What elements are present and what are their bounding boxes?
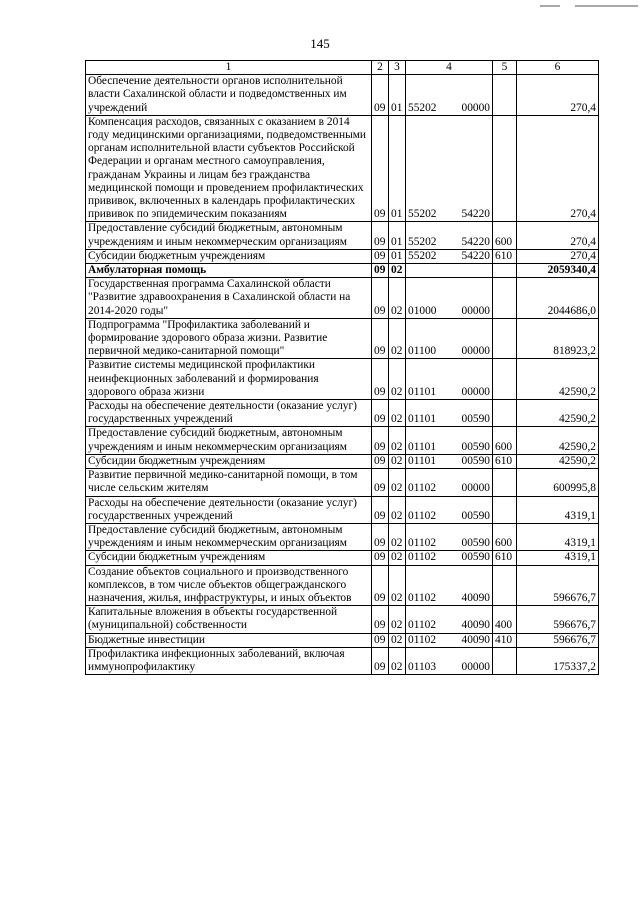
row-name: Развитие системы медицинской профилактики неинфекционных заболеваний и формирования здорового образа жизни xyxy=(86,359,372,400)
row-expense-type-code: 600 xyxy=(493,222,517,249)
row-direction-code: 00590 xyxy=(461,551,490,564)
row-direction-code: 54220 xyxy=(461,249,490,262)
row-program-code: 55202 xyxy=(408,249,437,262)
row-amount: 42590,2 xyxy=(517,400,599,427)
table-row xyxy=(86,222,599,249)
row-section-code: 02 xyxy=(389,606,406,633)
table-row xyxy=(86,359,599,400)
row-direction-code: 40090 xyxy=(461,591,490,604)
row-expense-type-code xyxy=(493,264,517,278)
row-program-code: 01102 xyxy=(408,591,437,604)
row-name: Капитальные вложения в объекты государственной (муниципальной) собственности xyxy=(86,606,372,633)
row-direction-code: 00590 xyxy=(461,413,490,426)
budget-table xyxy=(85,60,599,675)
row-expense-type-code xyxy=(493,496,517,523)
row-ministry-code: 09 xyxy=(372,400,389,427)
col-header-3: 3 xyxy=(389,61,406,75)
row-section-code: 02 xyxy=(389,469,406,496)
row-section-code: 02 xyxy=(389,633,406,647)
row-program-code: 01101 xyxy=(408,413,437,426)
row-name: Амбулаторная помощь xyxy=(86,264,372,278)
row-amount: 270,4 xyxy=(517,249,599,263)
row-article-code xyxy=(406,75,493,116)
row-program-code: 55202 xyxy=(408,235,437,248)
col-header-1: 1 xyxy=(86,61,372,75)
row-expense-type-code: 610 xyxy=(493,454,517,468)
row-expense-type-code xyxy=(493,359,517,400)
row-article-code xyxy=(406,523,493,550)
table-row xyxy=(86,278,599,319)
row-expense-type-code xyxy=(493,115,517,222)
row-name: Создание объектов социального и производственного комплексов, в том числе объектов общегражданского назначения, жилья, инфраструктуры, и иных объектов xyxy=(86,565,372,606)
row-expense-type-code xyxy=(493,469,517,496)
table-row xyxy=(86,427,599,454)
row-ministry-code: 09 xyxy=(372,551,389,565)
col-header-5: 5 xyxy=(493,61,517,75)
table-row xyxy=(86,249,599,263)
row-article-code xyxy=(406,454,493,468)
row-expense-type-code: 610 xyxy=(493,249,517,263)
table-row xyxy=(86,75,599,116)
row-direction-code: 00590 xyxy=(461,454,490,467)
row-article-code xyxy=(406,222,493,249)
row-expense-type-code: 400 xyxy=(493,606,517,633)
row-ministry-code: 09 xyxy=(372,278,389,319)
table-row xyxy=(86,606,599,633)
row-expense-type-code xyxy=(493,75,517,116)
row-expense-type-code xyxy=(493,400,517,427)
header-row xyxy=(86,61,599,75)
row-amount: 270,4 xyxy=(517,75,599,116)
table-row xyxy=(86,318,599,359)
row-ministry-code: 09 xyxy=(372,523,389,550)
col-header-6: 6 xyxy=(517,61,599,75)
row-name: Профилактика инфекционных заболеваний, включая иммунопрофилактику xyxy=(86,647,372,674)
row-program-code: 01102 xyxy=(408,509,437,522)
row-program-code: 55202 xyxy=(408,101,437,114)
row-ministry-code: 09 xyxy=(372,496,389,523)
row-amount: 2044686,0 xyxy=(517,278,599,319)
row-amount: 596676,7 xyxy=(517,633,599,647)
row-ministry-code: 09 xyxy=(372,633,389,647)
row-ministry-code: 09 xyxy=(372,318,389,359)
row-article-code xyxy=(406,318,493,359)
row-section-code: 02 xyxy=(389,359,406,400)
row-name: Предоставление субсидий бюджетным, автономным учреждениям и иным некоммерческим организациям xyxy=(86,523,372,550)
row-section-code: 02 xyxy=(389,496,406,523)
row-article-code xyxy=(406,606,493,633)
row-expense-type-code xyxy=(493,318,517,359)
row-ministry-code: 09 xyxy=(372,222,389,249)
row-section-code: 02 xyxy=(389,565,406,606)
row-amount: 42590,2 xyxy=(517,454,599,468)
row-ministry-code: 09 xyxy=(372,469,389,496)
row-article-code xyxy=(406,400,493,427)
table-row xyxy=(86,469,599,496)
row-direction-code: 00590 xyxy=(461,440,490,453)
row-program-code: 01101 xyxy=(408,385,437,398)
row-name: Расходы на обеспечение деятельности (оказание услуг) государственных учреждений xyxy=(86,496,372,523)
row-name: Обеспечение деятельности органов исполнительной власти Сахалинской области и подведомственных им учреждений xyxy=(86,75,372,116)
row-direction-code: 54220 xyxy=(461,208,490,221)
row-ministry-code: 09 xyxy=(372,606,389,633)
row-name: Субсидии бюджетным учреждениям xyxy=(86,551,372,565)
row-article-code xyxy=(406,647,493,674)
row-ministry-code: 09 xyxy=(372,264,389,278)
row-article-code xyxy=(406,264,493,278)
row-name: Государственная программа Сахалинской области "Развитие здравоохранения в Сахалинской области на 2014-2020 годы" xyxy=(86,278,372,319)
row-direction-code: 00000 xyxy=(461,660,490,673)
row-ministry-code: 09 xyxy=(372,249,389,263)
row-article-code xyxy=(406,249,493,263)
table-row xyxy=(86,264,599,278)
row-section-code: 02 xyxy=(389,264,406,278)
table-row xyxy=(86,551,599,565)
row-direction-code: 54220 xyxy=(461,235,490,248)
row-amount: 42590,2 xyxy=(517,359,599,400)
row-ministry-code: 09 xyxy=(372,454,389,468)
row-program-code: 01101 xyxy=(408,440,437,453)
row-amount: 600995,8 xyxy=(517,469,599,496)
row-expense-type-code: 600 xyxy=(493,427,517,454)
row-section-code: 02 xyxy=(389,523,406,550)
row-name: Компенсация расходов, связанных с оказанием в 2014 году медицинскими организациями, подведомственными органам исполнительной власти субъектов Российской Федерации и органам местного самоуправления, гражданам Украины и лицам без гражданства медицинской помощи и проведением профилактических прививок, включенных в календарь профилактических прививок по эпидемическим показаниям xyxy=(86,115,372,222)
row-expense-type-code: 600 xyxy=(493,523,517,550)
table-row xyxy=(86,115,599,222)
row-name: Предоставление субсидий бюджетным, автономным учреждениям и иным некоммерческим организациям xyxy=(86,427,372,454)
row-section-code: 01 xyxy=(389,115,406,222)
row-direction-code: 00000 xyxy=(461,101,490,114)
row-ministry-code: 09 xyxy=(372,75,389,116)
row-section-code: 02 xyxy=(389,427,406,454)
row-program-code: 01103 xyxy=(408,660,437,673)
row-direction-code: 00590 xyxy=(461,509,490,522)
row-section-code: 01 xyxy=(389,75,406,116)
row-ministry-code: 09 xyxy=(372,647,389,674)
table-row xyxy=(86,496,599,523)
row-program-code: 01100 xyxy=(408,345,437,358)
page-number: 145 xyxy=(310,36,330,51)
row-program-code: 01102 xyxy=(408,619,437,632)
row-ministry-code: 09 xyxy=(372,427,389,454)
row-direction-code: 00000 xyxy=(461,345,490,358)
row-amount: 596676,7 xyxy=(517,606,599,633)
row-section-code: 01 xyxy=(389,222,406,249)
col-header-2: 2 xyxy=(372,61,389,75)
row-expense-type-code xyxy=(493,278,517,319)
row-direction-code: 00590 xyxy=(461,537,490,550)
row-article-code xyxy=(406,115,493,222)
row-article-code xyxy=(406,278,493,319)
row-name: Подпрограмма "Профилактика заболеваний и формирование здорового образа жизни. Развитие первичной медико-санитарной помощи" xyxy=(86,318,372,359)
row-expense-type-code xyxy=(493,647,517,674)
row-program-code: 55202 xyxy=(408,208,437,221)
row-amount: 42590,2 xyxy=(517,427,599,454)
row-expense-type-code: 410 xyxy=(493,633,517,647)
row-program-code: 01102 xyxy=(408,551,437,564)
row-direction-code: 00000 xyxy=(461,385,490,398)
row-section-code: 02 xyxy=(389,454,406,468)
row-direction-code: 40090 xyxy=(461,633,490,646)
row-name: Субсидии бюджетным учреждениям xyxy=(86,454,372,468)
row-amount: 4319,1 xyxy=(517,551,599,565)
row-amount: 270,4 xyxy=(517,115,599,222)
row-direction-code: 00000 xyxy=(461,304,490,317)
row-article-code xyxy=(406,551,493,565)
row-ministry-code: 09 xyxy=(372,359,389,400)
row-amount: 818923,2 xyxy=(517,318,599,359)
row-amount: 2059340,4 xyxy=(517,264,599,278)
row-article-code xyxy=(406,565,493,606)
col-header-4: 4 xyxy=(406,61,493,75)
row-ministry-code: 09 xyxy=(372,115,389,222)
row-program-code: 01102 xyxy=(408,537,437,550)
scan-edge-marks xyxy=(0,4,640,12)
row-direction-code: 00000 xyxy=(461,482,490,495)
row-program-code: 01102 xyxy=(408,633,437,646)
row-amount: 270,4 xyxy=(517,222,599,249)
row-section-code: 02 xyxy=(389,551,406,565)
row-expense-type-code xyxy=(493,565,517,606)
row-name: Субсидии бюджетным учреждениям xyxy=(86,249,372,263)
row-section-code: 02 xyxy=(389,647,406,674)
row-name: Расходы на обеспечение деятельности (оказание услуг) государственных учреждений xyxy=(86,400,372,427)
table-row xyxy=(86,400,599,427)
table-row xyxy=(86,523,599,550)
row-amount: 4319,1 xyxy=(517,496,599,523)
row-section-code: 02 xyxy=(389,400,406,427)
row-section-code: 01 xyxy=(389,249,406,263)
row-amount: 596676,7 xyxy=(517,565,599,606)
row-program-code: 01102 xyxy=(408,482,437,495)
row-expense-type-code: 610 xyxy=(493,551,517,565)
row-amount: 4319,1 xyxy=(517,523,599,550)
row-program-code: 01101 xyxy=(408,454,437,467)
row-article-code xyxy=(406,427,493,454)
row-article-code xyxy=(406,359,493,400)
row-program-code: 01000 xyxy=(408,304,437,317)
row-article-code xyxy=(406,496,493,523)
table-row xyxy=(86,633,599,647)
row-name: Бюджетные инвестиции xyxy=(86,633,372,647)
row-article-code xyxy=(406,469,493,496)
row-amount: 175337,2 xyxy=(517,647,599,674)
row-article-code xyxy=(406,633,493,647)
table-row xyxy=(86,454,599,468)
row-name: Развитие первичной медико-санитарной помощи, в том числе сельским жителям xyxy=(86,469,372,496)
row-section-code: 02 xyxy=(389,318,406,359)
row-name: Предоставление субсидий бюджетным, автономным учреждениям и иным некоммерческим организациям xyxy=(86,222,372,249)
table-row xyxy=(86,565,599,606)
row-direction-code: 40090 xyxy=(461,619,490,632)
table-row xyxy=(86,647,599,674)
row-section-code: 02 xyxy=(389,278,406,319)
row-ministry-code: 09 xyxy=(372,565,389,606)
